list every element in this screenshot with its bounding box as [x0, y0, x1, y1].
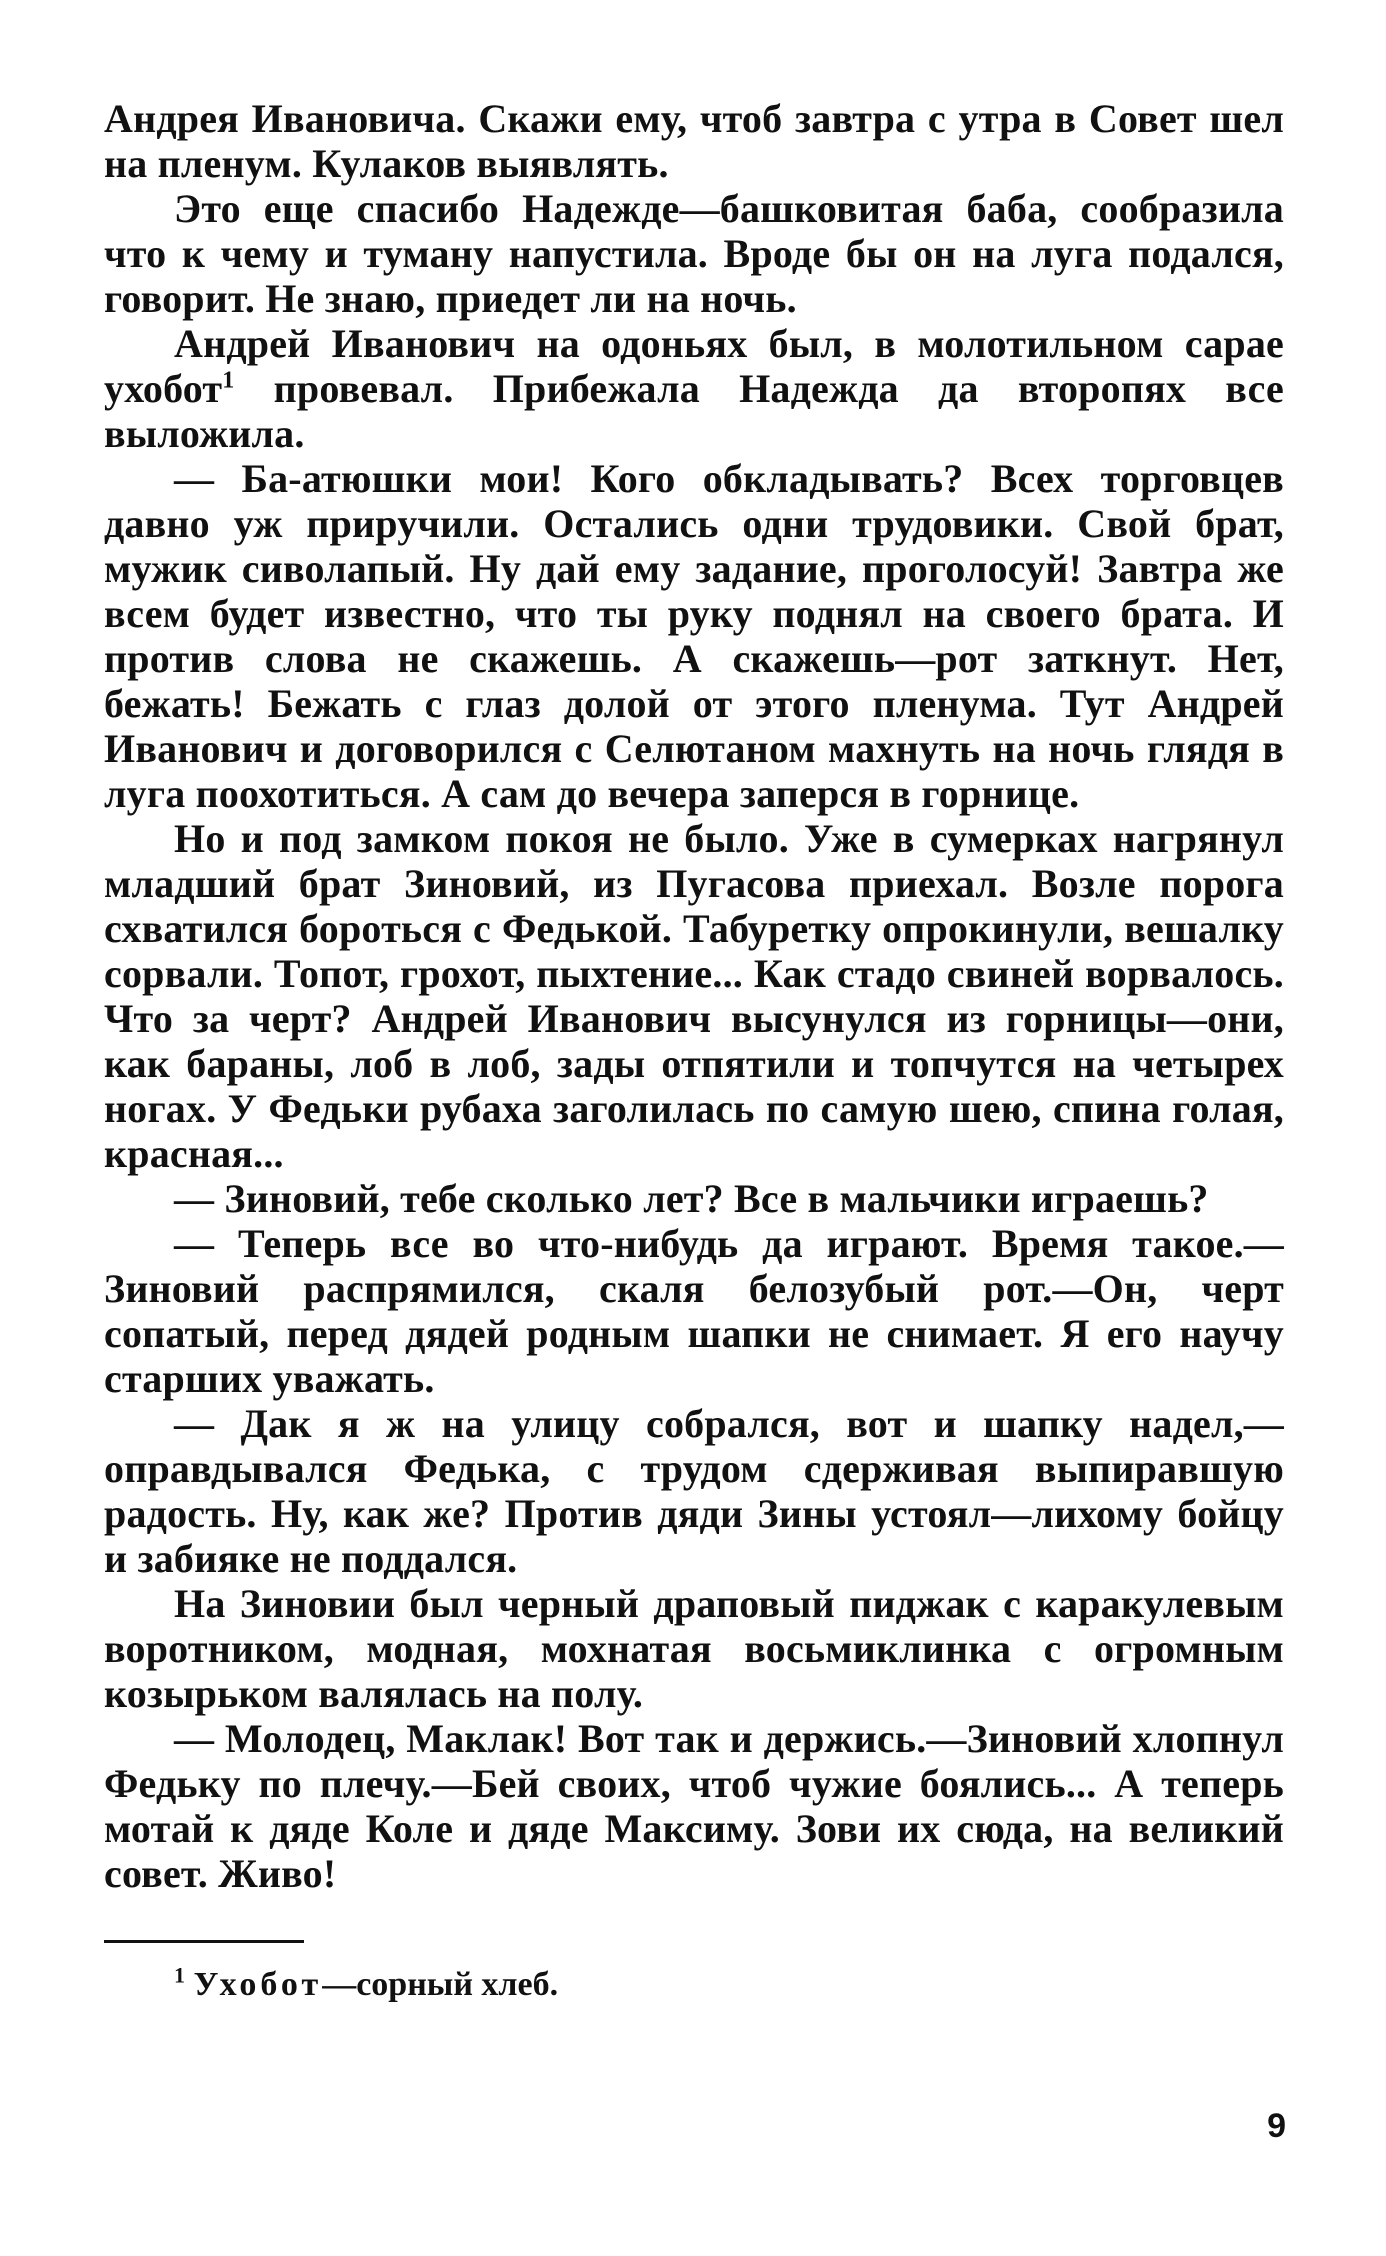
footnote-divider	[104, 1940, 304, 1943]
footnote-marker: 1	[174, 1962, 185, 1988]
page-number: 9	[1267, 2107, 1286, 2145]
footnote	[174, 1962, 1284, 2005]
paragraph: — Зиновий, тебе сколько лет? Все в мальчики играешь?	[174, 1176, 1209, 1221]
paragraph: Но и под замком покоя не было. Уже в сумерках нагрянул младший брат Зиновий, из Пугасова приехал. Возле порога схватился бороться с Федькой. Табуретку опрокинули, вешалку сорвали. Топот, грохот, пыхтение... Как стадо свиней ворвалось. Что за черт? Андрей Иванович высунулся из горницы—они, как бараны, лоб в лоб, зады отпятили и топчутся на четырех ногах. У Федьки рубаха заголилась по самую шею, спина голая, красная...	[104, 816, 1284, 1176]
paragraph	[104, 321, 1284, 456]
paragraph: На Зиновии был черный драповый пиджак с каракулевым воротником, модная, мохнатая восьмиклинка с огромным козырьком валялась на полу.	[104, 1581, 1284, 1716]
paragraph: Это еще спасибо Надежде—башковитая баба, сообразила что к чему и туману напустила. Вроде бы он на луга подался, говорит. Не знаю, приедет ли на ночь.	[104, 186, 1284, 321]
paragraph-text: Андрей Иванович на одоньях был, в молотильном сарае ухобот	[104, 321, 1284, 411]
paragraph-text: провевал. Прибежала Надежда да второпях все выложила.	[104, 366, 1284, 456]
footnote-definition: —сорный хлеб.	[322, 1966, 559, 2003]
footnote-term: Ухобот	[193, 1966, 323, 2003]
footnote-reference: 1	[222, 367, 235, 394]
paragraph: — Ба-атюшки мои! Кого обкладывать? Всех торговцев давно уж приручили. Остались одни трудовики. Свой брат, мужик сиволапый. Ну дай ему задание, проголосуй! Завтра же всем будет известно, что ты руку поднял на своего брата. И против слова не скажешь. А скажешь—рот заткнут. Нет, бежать! Бежать с глаз долой от этого пленума. Тут Андрей Иванович и договорился с Селютаном махнуть на ночь глядя в луга поохотиться. А сам до вечера заперся в горнице.	[104, 456, 1284, 816]
paragraph: Андрея Ивановича. Скажи ему, чтоб завтра с утра в Совет шел на пленум. Кулаков выявлять.	[104, 96, 1284, 186]
paragraph: — Дак я ж на улицу собрался, вот и шапку надел,— оправдывался Федька, с трудом сдерживая выпиравшую радость. Ну, как же? Против дяди Зины устоял—лихому бойцу и забияке не поддался.	[104, 1401, 1284, 1581]
book-page	[104, 96, 1284, 2005]
paragraph: — Теперь все во что-нибудь да играют. Время такое.—Зиновий распрямился, скаля белозубый рот.—Он, черт сопатый, перед дядей родным шапки не снимает. Я его научу старших уважать.	[104, 1221, 1284, 1401]
paragraph: — Молодец, Маклак! Вот так и держись.—Зиновий хлопнул Федьку по плечу.—Бей своих, чтоб чужие боялись... А теперь мотай к дяде Коле и дяде Максиму. Зови их сюда, на великий совет. Живо!	[104, 1716, 1284, 1896]
body-text	[104, 96, 1284, 1896]
